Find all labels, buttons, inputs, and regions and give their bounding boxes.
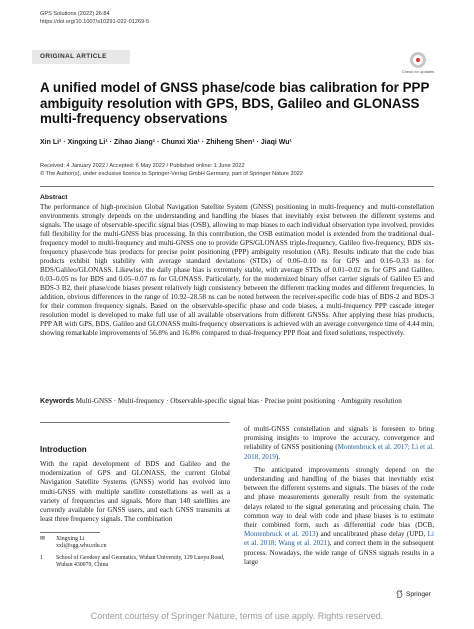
affiliation <box>40 555 230 570</box>
check-updates-label: Check for updates <box>401 69 435 74</box>
footnote-divider <box>40 532 100 533</box>
journal-header <box>40 10 149 26</box>
corresponding-email-row <box>40 543 230 550</box>
affiliation-text: School of Geodesy and Geomatics, Wuhan University, 129 Luoyu Road, Wuhan 430079, China <box>56 554 225 569</box>
springer-horse-icon <box>396 590 403 598</box>
divider <box>40 186 434 187</box>
copyright-line: © The Author(s), under exclusive licence to Springer-Verlag GmbH Germany, part of Springer Nature 2022 <box>40 171 303 177</box>
history-dates: Received: 4 January 2022 / Accepted: 6 May 2022 / Published online: 1 June 2022 <box>40 163 245 169</box>
keywords <box>40 397 434 406</box>
abstract-heading: Abstract <box>40 194 68 201</box>
envelope-icon: ✉ <box>40 536 45 542</box>
doi-link[interactable]: https://doi.org/10.1007/s10291-022-01269-5 <box>40 19 150 25</box>
paragraph-text: of multi-GNSS constellation and signals is foreseen to bring promising insights to improve the accuracy, convergence and reliability of GNSS positioning ( <box>244 425 434 452</box>
article-title: A unified model of GNSS phase/code bias calibration for PPP ambiguity resolution with GPS, BDS, Galileo and GLONASS multi-frequency observations <box>40 80 430 126</box>
check-updates-icon <box>410 52 426 68</box>
paragraph <box>244 425 434 462</box>
paragraph-text: ). <box>275 452 281 461</box>
publication-dates <box>40 162 303 178</box>
introduction-heading: Introduction <box>40 445 87 454</box>
introduction-right-column <box>244 425 434 567</box>
corresponding-name: Xingxing Li <box>56 536 85 542</box>
keywords-label: Keywords <box>40 397 74 405</box>
introduction-left-column: With the rapid development of BDS and Galileo and the modernization of GPS and GLONASS, the current Global Navigation Satellite Systems (GNSS) world has evolved into multi-GNSS with multiple satellite constellations as well as a variety of frequencies and signals. More than 140 satellites are currently available for GNSS users, and each GNSS transmits at least three frequency signals. The combination <box>40 460 230 524</box>
courtesy-notice: Content courtesy of Springer Nature, terms of use apply. Rights reserved. <box>90 611 384 621</box>
affiliation-mark: 1 <box>40 554 43 561</box>
footnotes <box>40 536 230 570</box>
author-list: Xin Li¹ · Xingxing Li¹ · Zihao Jiang¹ · Chunxi Xia¹ · Zhiheng Shen¹ · Jiaqi Wu¹ <box>40 139 292 146</box>
citation-link[interactable]: Montenbruck et al. 2013 <box>244 530 316 539</box>
article-type-badge: ORIGINAL ARTICLE <box>32 50 130 64</box>
divider <box>40 422 230 423</box>
citation-link[interactable]: Li et al. 2018; Wang et al. 2021 <box>244 530 434 548</box>
corresponding-email[interactable]: xxli@sgg.whu.edu.cn <box>56 543 107 550</box>
publisher-name: Springer <box>406 590 431 598</box>
publisher-logo <box>396 590 431 598</box>
paragraph-text: ) and uncalibrated phase delay (UPD, <box>315 530 428 539</box>
paragraph-text: ), and correct them in the subsequent process. Nowadays, the wide range of GNSS signals results in a large <box>244 539 434 566</box>
citation-link[interactable]: Montenbruck et al. 2017; Li et al. 2018, 2019 <box>244 443 434 461</box>
abstract-text: The performance of high-precision Global Navigation Satellite System (GNSS) positioning in multi-frequency and multi-constellation environments strongly depends on the understanding and handling the biases that inevitably exist between the different systems and signals. The usage of observable-specific signal bias (OSB), allowing to map biases to each individual observation type involved, provides full flexibility for the multi-GNSS bias processing. In this contribution, the OSB estimation model is extended from the traditional dual-frequency model to multi-frequency and multi-GNSS one to provide GPS/GLONASS triple-frequency, Galileo five-frequency, BDS six-frequency phase/code bias products for precise point positioning (PPP) ambiguity resolution (AR). Results indicate that the code bias products exhibit high stability with average standard deviations (STDs) of 0.06–0.10 ns for GPS and 0.16–0.33 ns for BDS/Galileo/GLONASS. Likewise, the daily phase bias is extremely stable, with average STDs of 0.01–0.02 ns for GPS and Galileo, 0.03–0.05 ns for BDS and 0.05–0.07 ns for GLONASS. Particularly, for the modernized binary offset carrier signals of Galileo E5 and BDS-3 B2, their phase/code biases present relatively high consistency between the different tracking modes and different frequencies. In addition, obvious differences in the range of 10.92–28.58 ns can be noted between the receiver-specific code bias of BDS-2 and BDS-3 for their common frequency signals. Based on the observable-specific phase and code biases, a multi-frequency PPP cascade integer resolution model is developed to make full use of all available observations from different GNSSs. After applying these bias products, PPP AR with GPS, BDS, Galileo and GLONASS multi-frequency observations is achieved with an average convergence time of 4.44 min, showing remarkable improvements of 56.8% and 16.8% compared to dual-frequency PPP float and fixed solutions, respectively. <box>40 203 434 337</box>
corresponding-author <box>40 536 230 543</box>
paragraph-text: The anticipated improvements strongly depend on the understanding and handling of the biases that inevitably exist between the different systems and signals. The biases of the code and phase measurements generally result from the systematic delays related to the signal generating and processing chain. The common way to deal with code and phase biases is to estimate their combined form, such as differential code bias (DCB, <box>244 465 434 530</box>
paragraph <box>244 466 434 567</box>
journal-citation: GPS Solutions (2022) 26:84 <box>40 11 110 17</box>
check-for-updates-badge[interactable] <box>400 52 436 75</box>
keywords-text: Multi-GNSS · Multi-frequency · Observable-specific signal bias · Precise point positioning · Ambiguity resolution <box>75 397 402 405</box>
